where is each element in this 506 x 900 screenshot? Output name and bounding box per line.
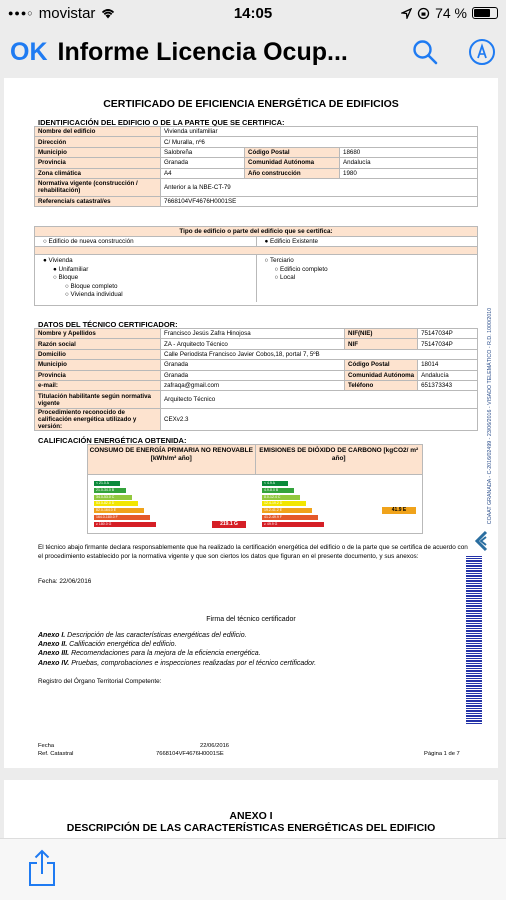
consumption-scale (94, 481, 254, 533)
section-rating: CALIFICACIÓN ENERGÉTICA OBTENIDA: (38, 436, 187, 445)
table-row (35, 137, 478, 147)
table-row (35, 391, 478, 409)
field-value: 651373343 (418, 380, 478, 390)
field-value: 7668104VF4676H0001SE (161, 196, 478, 206)
field-value: Salobreña (161, 147, 245, 157)
section-identification: IDENTIFICACIÓN DEL EDIFICIO O DE LA PARTE QUE SE CERTIFICA: (38, 118, 285, 127)
field-value: Arquitecto Técnico (161, 391, 478, 409)
field-value: Calle Periodista Francisco Javier Cobos,18, portal 7, 5ºB (161, 349, 478, 359)
option-bloque-completo: ○ Bloque completo (65, 282, 118, 290)
visado-stamp: COAAT GRANADA - C-2016/02499 - 23/06/2016 - VISADO TELEMÁTICO - R.D. 1000/2010 (487, 307, 493, 525)
table-row (35, 127, 478, 137)
rating-bar: ≥ 180.0 G (94, 522, 156, 527)
field-value: 1980 (340, 168, 478, 178)
rating-bar: 82.0-164.0 E (94, 508, 144, 513)
field-label: Normativa vigente (construcción / rehabilitación) (35, 178, 161, 196)
annex-item: Anexo II. Calificación energética del edificio. (38, 641, 177, 649)
rating-bar: 4.9-8.0 B (262, 488, 294, 493)
field-label: Razón social (35, 339, 161, 349)
field-value: Andalucía (418, 370, 478, 380)
table-row (35, 360, 478, 370)
document-title: Informe Licencia Ocup... (57, 37, 348, 66)
field-value: C/ Muralla, nº6 (161, 137, 478, 147)
field-label: Zona climática (35, 168, 161, 178)
rating-bar: 34.0-53.0 C (94, 495, 132, 500)
table-row (35, 339, 478, 349)
barcode (466, 556, 482, 724)
rating-bar: 19.2-41.2 E (262, 508, 312, 513)
field-label: Nombre y Apellidos (35, 329, 161, 339)
field-value: Granada (161, 370, 345, 380)
field-label: Titulación habilitante según normativa vigente (35, 391, 161, 409)
field-label: Provincia (35, 158, 161, 168)
field-label: Comunidad Autónoma (345, 370, 418, 380)
field-value: ZA - Arquitecto Técnico (161, 339, 345, 349)
building-type-header: Tipo de edificio o parte del edificio que se certifica: (35, 227, 477, 237)
field-label: e-mail: (35, 380, 161, 390)
field-label: Municipio (35, 360, 161, 370)
annex-item: Anexo IV. Pruebas, comprobaciones e inspecciones realizadas por el técnico certificador. (38, 659, 317, 667)
clock: 14:05 (233, 4, 273, 22)
coaat-logo-icon (474, 530, 488, 552)
field-label: Municipio (35, 147, 161, 157)
footer-date-label: Fecha (38, 743, 55, 749)
option-local: ○ Local (274, 274, 296, 281)
building-type-box (34, 226, 478, 306)
certificate-date: Fecha: 22/06/2016 (38, 578, 92, 585)
table-row (35, 178, 478, 196)
field-value: Francisco Jesús Zafra Hinojosa (161, 329, 345, 339)
rating-marker: 41.9 E (382, 507, 416, 514)
battery-icon (472, 7, 498, 19)
field-value: 75147034P (418, 329, 478, 339)
table-row (35, 349, 478, 359)
field-label: NIF(NIE) (345, 329, 418, 339)
annex-item: Anexo I. Descripción de las características energéticas del edificio. (38, 632, 247, 639)
field-value: Anterior a la NBE-CT-79 (161, 178, 478, 196)
declaration-text: El técnico abajo firmante declara responsablemente que ha realizado la certificación energética del edificio o de la parte que se certifica de acuerdo con el procedimiento establecido por la normativa vigente y que son ciertos los datos que figuran en el presente documento, y sus anexos: (38, 544, 468, 560)
option-bloque: ○ Bloque (53, 274, 79, 281)
pdf-viewer[interactable] (0, 78, 506, 838)
footer-ref-label: Ref. Catastral (38, 751, 74, 757)
field-value: Andalucía (340, 158, 478, 168)
share-icon[interactable] (26, 849, 58, 887)
signal-icon: ●●●○ (8, 8, 34, 18)
field-label: Código Postal (345, 360, 418, 370)
rating-bar: 8.0-12.4 C (262, 495, 300, 500)
table-row (35, 409, 478, 431)
technician-table (34, 328, 478, 431)
search-icon[interactable] (412, 39, 438, 65)
registry-label: Registro del Órgano Territorial Competente: (38, 678, 162, 685)
table-row (35, 196, 478, 206)
rating-bar: ≥ 49.9 G (262, 522, 324, 527)
option-vivienda: ● Vivienda (43, 257, 73, 264)
certificate-title: CERTIFICADO DE EFICIENCIA ENERGÉTICA DE EDIFICIOS (103, 98, 399, 110)
identification-table (34, 126, 478, 207)
ok-button[interactable]: OK (10, 37, 48, 66)
table-row (35, 380, 478, 390)
field-label: Dirección (35, 137, 161, 147)
field-label: Procedimiento reconocido de calificación energética utilizado y versión: (35, 409, 161, 431)
tertiary-options (257, 255, 478, 302)
field-label: Comunidad Autónoma (245, 158, 340, 168)
option-unifamiliar: ● Unifamiliar (53, 265, 89, 273)
field-label: Domicilio (35, 349, 161, 359)
option-new-building: ○ Edificio de nueva construcción (35, 237, 257, 246)
page-number: Página 1 de 7 (424, 751, 460, 757)
residential-options (35, 255, 257, 302)
table-row (35, 168, 478, 178)
table-row (35, 329, 478, 339)
field-label: Año construcción (245, 168, 340, 178)
footer-ref-value: 7668104VF4676H0001SE (156, 751, 224, 757)
section-technician: DATOS DEL TÉCNICO CERTIFICADOR: (38, 320, 178, 329)
field-label: NIF (345, 339, 418, 349)
table-row (35, 147, 478, 157)
rating-bar: < 4.9 A (262, 481, 288, 486)
energy-rating-box (87, 444, 423, 534)
option-existing-building: ● Edificio Existente (264, 238, 319, 245)
option-terciario: ○ Terciario (264, 257, 294, 264)
consumption-header: CONSUMO DE ENERGÍA PRIMARIA NO RENOVABLE [kWh/m² año] (88, 445, 256, 474)
field-label: Teléfono (345, 380, 418, 390)
battery-percent: 74 % (435, 5, 467, 21)
rating-bar: 21.0-34.0 B (94, 488, 126, 493)
carrier-name: movistar (38, 4, 96, 22)
field-label: Referencia/s catastral/es (35, 196, 161, 206)
field-value: 75147034P (418, 339, 478, 349)
field-value: A4 (161, 168, 245, 178)
pdf-page-1 (4, 78, 498, 768)
field-value: Granada (161, 360, 345, 370)
field-value: CEXv2.3 (161, 409, 478, 431)
field-value: Granada (161, 158, 245, 168)
annex-list (38, 631, 316, 668)
bottom-toolbar (0, 838, 506, 900)
emissions-scale (262, 481, 422, 533)
rating-bar: < 21.0 A (94, 481, 120, 486)
field-label: Provincia (35, 370, 161, 380)
rating-bar: 41.2-49.9 F (262, 515, 318, 520)
rating-marker: 219.1 G (212, 521, 246, 528)
rating-bar: 12.4-19.2 D (262, 501, 306, 506)
field-value: 18680 (340, 147, 478, 157)
annex-item: Anexo III. Recomendaciones para la mejora de la eficiencia energética. (38, 650, 261, 658)
field-label: Código Postal (245, 147, 340, 157)
annex-title: ANEXO I (229, 810, 273, 822)
pdf-page-2 (4, 780, 498, 838)
rating-bar: 164.0-180.0 F (94, 515, 150, 520)
annex-subtitle: DESCRIPCIÓN DE LAS CARACTERÍSTICAS ENERGÉTICAS DEL EDIFICIO (66, 822, 436, 834)
nav-bar (0, 26, 506, 78)
status-bar (0, 0, 506, 26)
field-value: zafraqa@gmail.com (161, 380, 345, 390)
markup-pen-icon[interactable] (468, 38, 496, 66)
field-value: 18014 (418, 360, 478, 370)
signature-label: Firma del técnico certificador (206, 616, 296, 623)
option-edificio-completo: ○ Edificio completo (274, 265, 328, 273)
footer-date-value: 22/06/2016 (200, 743, 230, 749)
rating-bar: 53.0-82.0 D (94, 501, 138, 506)
table-row (35, 370, 478, 380)
field-value: Vivienda unifamiliar (161, 127, 478, 137)
option-vivienda-individual: ○ Vivienda individual (65, 291, 123, 298)
field-label: Nombre del edificio (35, 127, 161, 137)
table-row (35, 158, 478, 168)
emissions-header: EMISIONES DE DIÓXIDO DE CARBONO [kgCO2/ m² año] (259, 447, 419, 462)
